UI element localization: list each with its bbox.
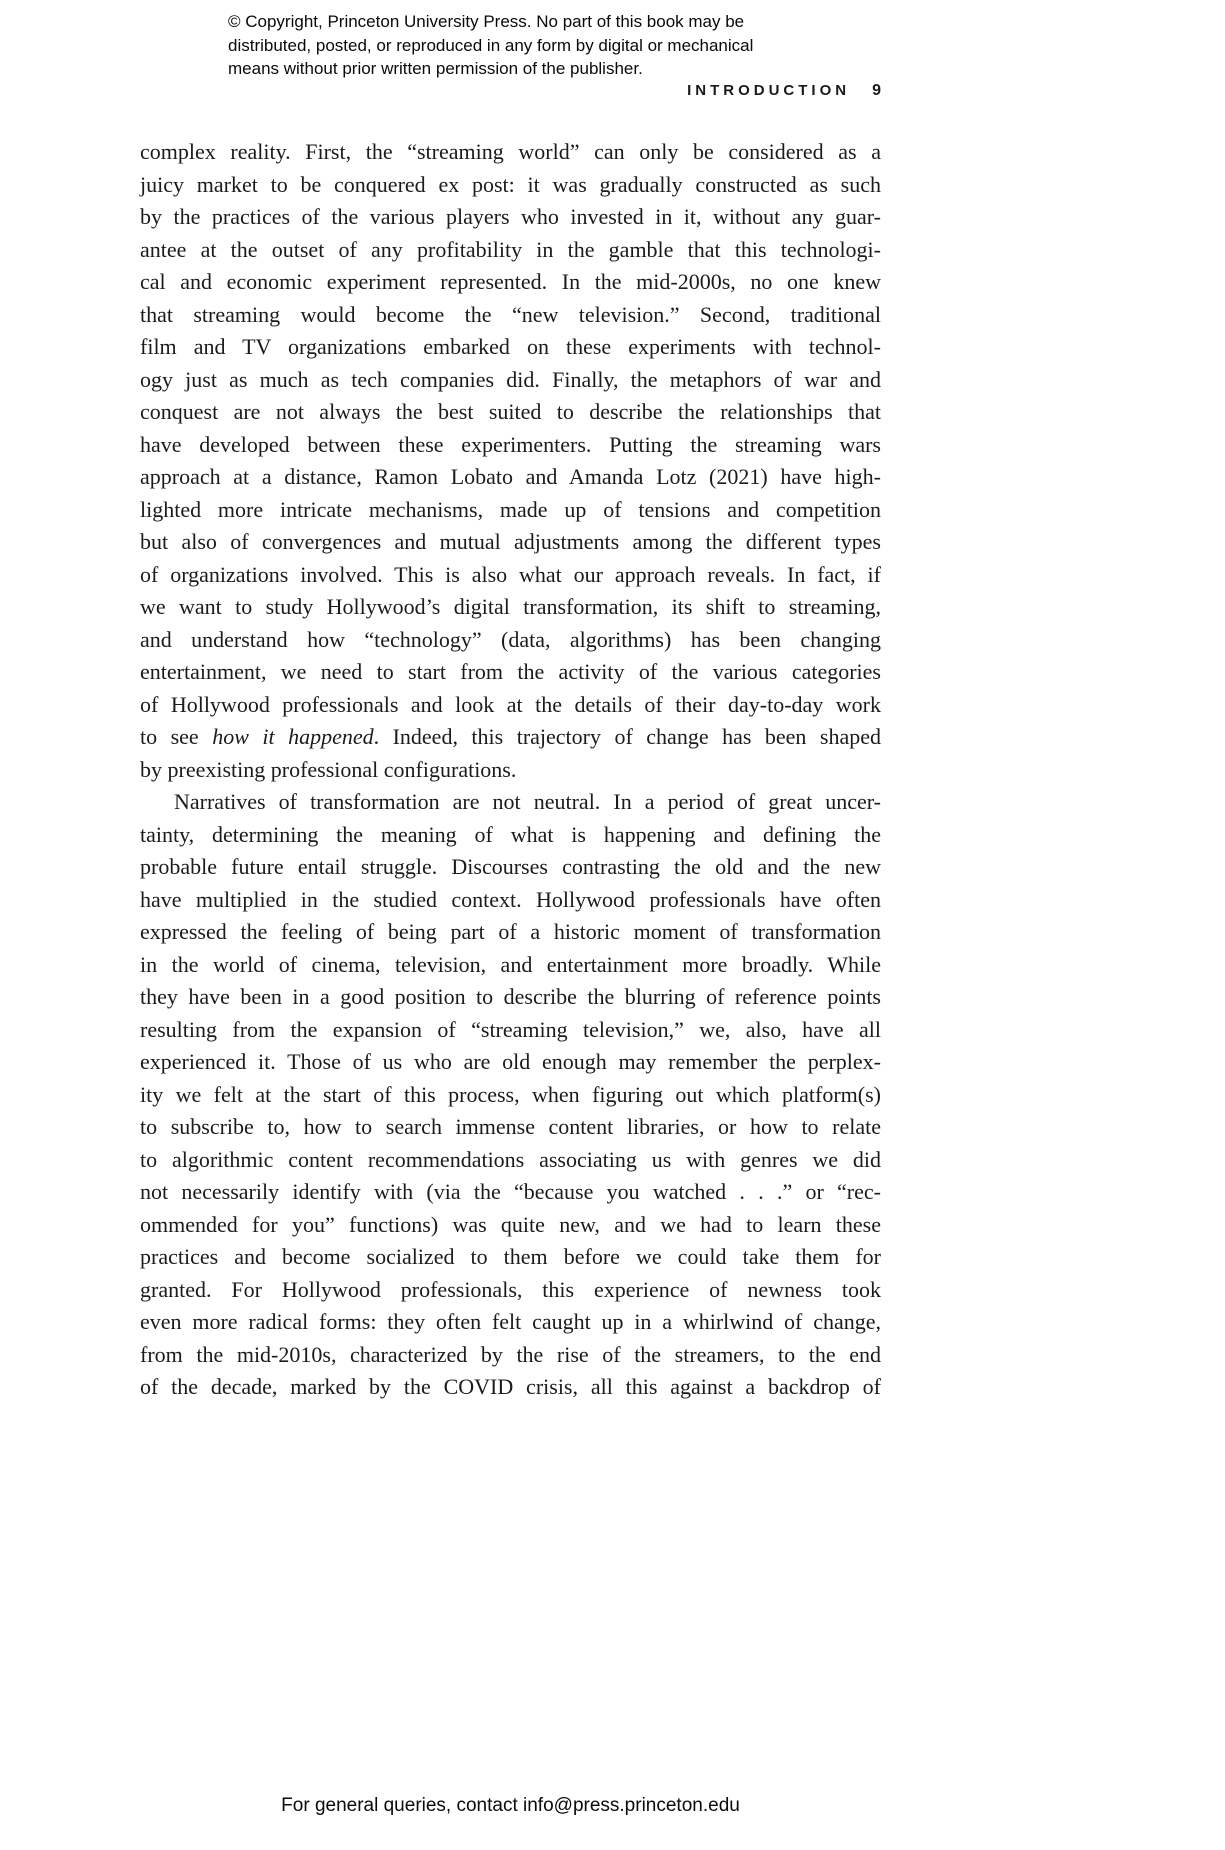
text-line: antee at the outset of any profitability in the gamble that this technologi- [140,236,881,262]
text-line: but also of convergences and mutual adjustments among the different types [140,529,881,554]
page-number: 9 [872,82,881,99]
text-line: and understand how “technology” (data, algorithms) has been changing [140,626,881,652]
text-line: by the practices of the various players who invested in it, without any guar- [140,204,881,229]
text-line: conquest are not always the best suited to describe the relationships that [140,399,881,424]
text-line: that streaming would become the “new television.” Second, traditional [140,301,881,327]
text-line: of Hollywood professionals and look at the details of their day-to-day work [140,691,881,717]
text-line: they have been in a good position to describe the blurring of reference points [140,984,881,1009]
text-line: probable future entail struggle. Discourses contrasting the old and the new [140,854,881,879]
text-line: resulting from the expansion of “streaming television,” we, also, have all [140,1016,881,1042]
text-line: entertainment, we need to start from the activity of the various categories [140,659,881,684]
text-line: experienced it. Those of us who are old enough may remember the perplex- [140,1049,881,1074]
text-line: we want to study Hollywood’s digital transformation, its shift to streaming, [140,594,881,619]
chapter-title: INTRODUCTION [687,82,851,99]
text-line: of the decade, marked by the COVID crisis, all this against a backdrop of [140,1374,881,1399]
text-line: ommended for you” functions) was quite new, and we had to learn these [140,1211,881,1237]
text-line [140,721,881,754]
text-line: have multiplied in the studied context. Hollywood professionals have often [140,886,881,912]
text-line: to algorithmic content recommendations associating us with genres we did [140,1146,881,1172]
text-line: ogy just as much as tech companies did. Finally, the metaphors of war and [140,366,881,392]
text-segment: to see [140,724,213,749]
text-line: from the mid-2010s, characterized by the rise of the streamers, to the end [140,1341,881,1367]
text-line: expressed the feeling of being part of a historic moment of transformation [140,919,881,944]
text-line: by preexisting professional configurations. [140,756,517,782]
text-line: approach at a distance, Ramon Lobato and Amanda Lotz (2021) have high- [140,464,881,489]
text-line: not necessarily identify with (via the “because you watched . . .” or “rec- [140,1179,881,1204]
running-header [140,82,881,100]
copyright-line: means without prior written permission of the publisher. [228,59,643,78]
text-line: even more radical forms: they often felt caught up in a whirlwind of change, [140,1309,881,1334]
text-line: cal and economic experiment represented. In the mid-2000s, no one knew [140,269,881,294]
text-line: to subscribe to, how to search immense content libraries, or how to relate [140,1114,881,1139]
text-line: complex reality. First, the “streaming world” can only be considered as a [140,139,881,164]
text-segment: . Indeed, this trajectory of change has been shaped [373,724,881,749]
text-line: lighted more intricate mechanisms, made up of tensions and competition [140,496,881,522]
text-line: Narratives of transformation are not neutral. In a period of great uncer- [174,789,881,814]
body-text [140,136,881,1404]
text-line: practices and become socialized to them before we could take them for [140,1244,881,1269]
text-line: granted. For Hollywood professionals, this experience of newness took [140,1276,881,1302]
footer-text: For general queries, contact info@press.princeton.edu [281,1795,740,1816]
text-line: have developed between these experimenters. Putting the streaming wars [140,431,881,457]
italic-text: how it happened [212,724,374,749]
copyright-notice [228,10,753,81]
text-line: ity we felt at the start of this process, when figuring out which platform(s) [140,1081,881,1107]
text-line: film and TV organizations embarked on these experiments with technol- [140,334,881,359]
copyright-line: distributed, posted, or reproduced in any form by digital or mechanical [228,35,754,55]
text-line: tainty, determining the meaning of what is happening and defining the [140,821,881,847]
copyright-line: © Copyright, Princeton University Press. No part of this book may be [228,12,745,31]
text-line: juicy market to be conquered ex post: it was gradually constructed as such [140,171,881,197]
text-line: of organizations involved. This is also what our approach reveals. In fact, if [140,561,881,587]
text-line: in the world of cinema, television, and entertainment more broadly. While [140,951,881,977]
